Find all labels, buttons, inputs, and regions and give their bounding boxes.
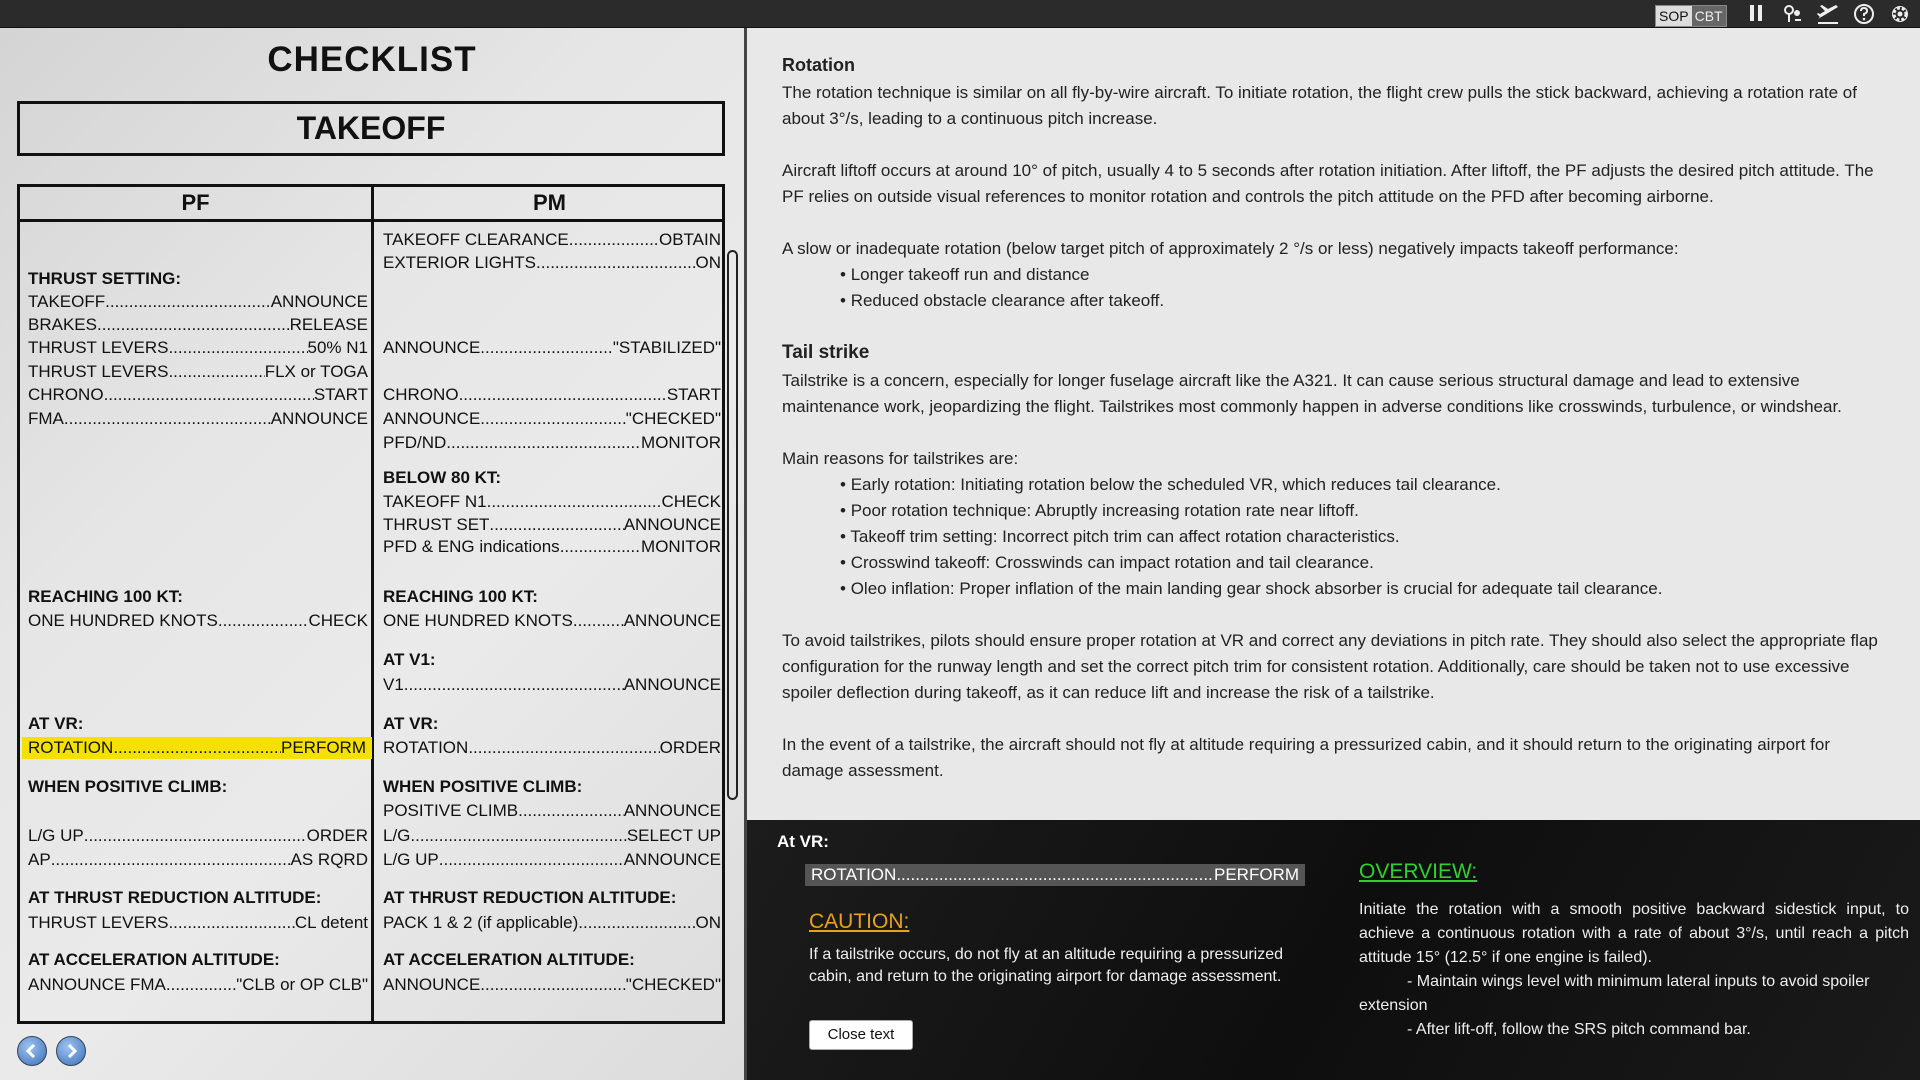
- list-item: • Longer takeoff run and distance: [840, 262, 1892, 288]
- pf-heading: AT THRUST REDUCTION ALTITUDE:: [28, 888, 322, 907]
- rotation-heading: Rotation: [782, 55, 855, 75]
- pm-item[interactable]: THRUST SET ..... ANNOUNCE: [383, 514, 721, 536]
- pm-heading: REACHING 100 KT:: [383, 587, 538, 606]
- pm-item[interactable]: ANNOUNCE ..... "CHECKED": [383, 974, 721, 996]
- tail-strike-paragraph: Main reasons for tailstrikes are:: [782, 449, 1019, 468]
- pm-heading: AT THRUST REDUCTION ALTITUDE:: [383, 888, 677, 907]
- detail-panel: [744, 820, 1920, 1080]
- pause-icon[interactable]: [1743, 3, 1769, 27]
- pf-item[interactable]: L/G UP ..... ORDER: [28, 825, 368, 847]
- overview-text: Initiate the rotation with a smooth positive backward sidestick input, to achieve a continuous rotation with a rate of about 3°/s, until reach a pitch attitude 15° (12.5° if one engine is failed). - Maintain wings level with minimum lateral inputs to avoid spoiler extension - After lift-off, follow the SRS pitch command bar.: [1359, 901, 1909, 1038]
- map-marker-icon[interactable]: [1779, 3, 1805, 27]
- close-text-button[interactable]: Close text: [809, 1020, 913, 1050]
- help-icon[interactable]: [1851, 3, 1877, 27]
- cbt-toggle[interactable]: CBT: [1692, 6, 1726, 26]
- pf-item[interactable]: BRAKES ..... RELEASE: [28, 314, 368, 336]
- pf-item[interactable]: FMA ..... ANNOUNCE: [28, 408, 368, 430]
- pf-heading: THRUST SETTING:: [28, 269, 181, 288]
- tail-strike-heading: Tail strike: [782, 342, 870, 363]
- pf-item[interactable]: TAKEOFF ..... ANNOUNCE: [28, 291, 368, 313]
- rotation-bullet-list: [840, 262, 1892, 314]
- pm-item[interactable]: TAKEOFF CLEARANCE ..... OBTAIN: [383, 229, 721, 251]
- pf-heading: REACHING 100 KT:: [28, 587, 183, 606]
- pm-item[interactable]: ONE HUNDRED KNOTS ..... ANNOUNCE: [383, 610, 721, 632]
- list-item: • Crosswind takeoff: Crosswinds can impact rotation and tail clearance.: [840, 550, 1892, 576]
- checklist-scrollbar[interactable]: [727, 250, 738, 800]
- pf-item[interactable]: CHRONO ..... START: [28, 384, 368, 406]
- sop-cbt-toggle[interactable]: [1655, 5, 1727, 27]
- pm-header: PM: [533, 190, 566, 215]
- pm-heading: WHEN POSITIVE CLIMB:: [383, 777, 583, 796]
- sop-toggle[interactable]: SOP: [1656, 6, 1692, 26]
- pm-item[interactable]: PACK 1 & 2 (if applicable) ..... ON: [383, 912, 721, 934]
- pm-item[interactable]: L/G ..... SELECT UP: [383, 825, 721, 847]
- tail-strike-paragraph: In the event of a tailstrike, the aircraft should not fly at altitude requiring a pressurized cabin, and it should return to the originating airport for damage assessment.: [782, 735, 1830, 780]
- pf-item[interactable]: THRUST LEVERS ..... CL detent: [28, 912, 368, 934]
- pm-item[interactable]: CHRONO ..... START: [383, 384, 721, 406]
- info-content: [782, 52, 1892, 810]
- pf-heading: WHEN POSITIVE CLIMB:: [28, 777, 228, 796]
- pf-header: PF: [181, 190, 210, 215]
- top-bar: [0, 0, 1920, 28]
- checklist-table: [17, 184, 725, 1024]
- pf-item[interactable]: THRUST LEVERS ..... 50% N1: [28, 337, 368, 359]
- checklist-title: CHECKLIST: [267, 40, 477, 79]
- pm-item[interactable]: V1 ..... ANNOUNCE: [383, 674, 721, 696]
- pf-item[interactable]: ANNOUNCE FMA ..... "CLB or OP CLB": [28, 974, 368, 996]
- pf-item[interactable]: AP ..... AS RQRD: [28, 849, 368, 871]
- pf-item[interactable]: ONE HUNDRED KNOTS ..... CHECK: [28, 610, 368, 632]
- pm-item[interactable]: ANNOUNCE ..... "STABILIZED": [383, 337, 721, 359]
- gear-icon[interactable]: [1887, 3, 1913, 27]
- pm-item[interactable]: EXTERIOR LIGHTS ..... ON: [383, 252, 721, 274]
- pm-heading: AT ACCELERATION ALTITUDE:: [383, 950, 635, 969]
- list-item: • Oleo inflation: Proper inflation of the main landing gear shock absorber is crucial for adequate tail clearance.: [840, 576, 1892, 602]
- rotation-paragraph: The rotation technique is similar on all fly-by-wire aircraft. To initiate rotation, the flight crew pulls the stick backward, achieving a rotation rate of about 3°/s, leading to a continuous pitch increase.: [782, 83, 1857, 128]
- list-item: • Poor rotation technique: Abruptly increasing rotation rate near liftoff.: [840, 498, 1892, 524]
- overview-title: OVERVIEW:: [1359, 860, 1478, 883]
- column-divider: [371, 187, 374, 1024]
- rotation-paragraph: A slow or inadequate rotation (below target pitch of approximately 2 °/s or less) negatively impacts takeoff performance:: [782, 239, 1679, 258]
- previous-button[interactable]: [17, 1036, 47, 1066]
- next-button[interactable]: [56, 1036, 86, 1066]
- pm-item[interactable]: TAKEOFF N1 ..... CHECK: [383, 491, 721, 513]
- detail-checklist-item: ROTATION ..... PERFORM: [805, 864, 1305, 886]
- rotation-paragraph: Aircraft liftoff occurs at around 10° of pitch, usually 4 to 5 seconds after rotation initiation. After liftoff, the PF adjusts the desired pitch attitude. The PF relies on outside visual references to monitor rotation and controls the pitch attitude on the PFD after becoming airborne.: [782, 161, 1874, 206]
- pm-item[interactable]: ANNOUNCE ..... "CHECKED": [383, 408, 721, 430]
- tail-strike-paragraph: To avoid tailstrikes, pilots should ensure proper rotation at VR and correct any deviations in pitch rate. They should also select the appropriate flap configuration for the runway length and set the correct pitch trim for consistent rotation. Additionally, care should be taken not to use excessive spoiler deflection during takeoff, as it can reduce lift and increase the risk of a tailstrike.: [782, 631, 1878, 702]
- pf-item[interactable]: THRUST LEVERS ..... FLX or TOGA: [28, 361, 368, 383]
- pf-heading: AT VR:: [28, 714, 84, 733]
- pm-heading: AT VR:: [383, 714, 439, 733]
- info-panel: [744, 28, 1920, 820]
- pm-heading: BELOW 80 KT:: [383, 468, 502, 487]
- pm-item[interactable]: PFD/ND ..... MONITOR: [383, 432, 721, 454]
- pm-item[interactable]: PFD & ENG indications ..... MONITOR: [383, 536, 721, 558]
- tail-strike-paragraph: Tailstrike is a concern, especially for longer fuselage aircraft like the A321. It can cause serious structural damage and lead to extensive maintenance work, jeopardizing the flight. Tailstrikes most commonly happen in adverse conditions like crosswinds, turbulence, or windshear.: [782, 371, 1842, 416]
- tail-strike-bullet-list: [840, 472, 1892, 602]
- pm-heading: AT V1:: [383, 650, 436, 669]
- caution-text: If a tailstrike occurs, do not fly at an altitude requiring a pressurized cabin, and return to the originating airport for damage assessment.: [809, 946, 1284, 985]
- detail-phase-label: At VR:: [777, 832, 829, 851]
- checklist-panel: [0, 28, 744, 1080]
- list-item: • Reduced obstacle clearance after takeoff.: [840, 288, 1892, 314]
- pm-item[interactable]: POSITIVE CLIMB ..... ANNOUNCE: [383, 800, 721, 822]
- phase-title: TAKEOFF: [17, 101, 725, 156]
- pm-item[interactable]: ROTATION ..... ORDER: [383, 737, 721, 759]
- pf-item-highlighted[interactable]: ROTATION ..... PERFORM: [22, 737, 372, 759]
- list-item: • Early rotation: Initiating rotation below the scheduled VR, which reduces tail clearance.: [840, 472, 1892, 498]
- caution-title: CAUTION:: [809, 910, 910, 933]
- pf-heading: AT ACCELERATION ALTITUDE:: [28, 950, 280, 969]
- pm-item[interactable]: L/G UP ..... ANNOUNCE: [383, 849, 721, 871]
- list-item: • Takeoff trim setting: Incorrect pitch trim can affect rotation characteristics.: [840, 524, 1892, 550]
- airplane-icon[interactable]: [1815, 3, 1841, 27]
